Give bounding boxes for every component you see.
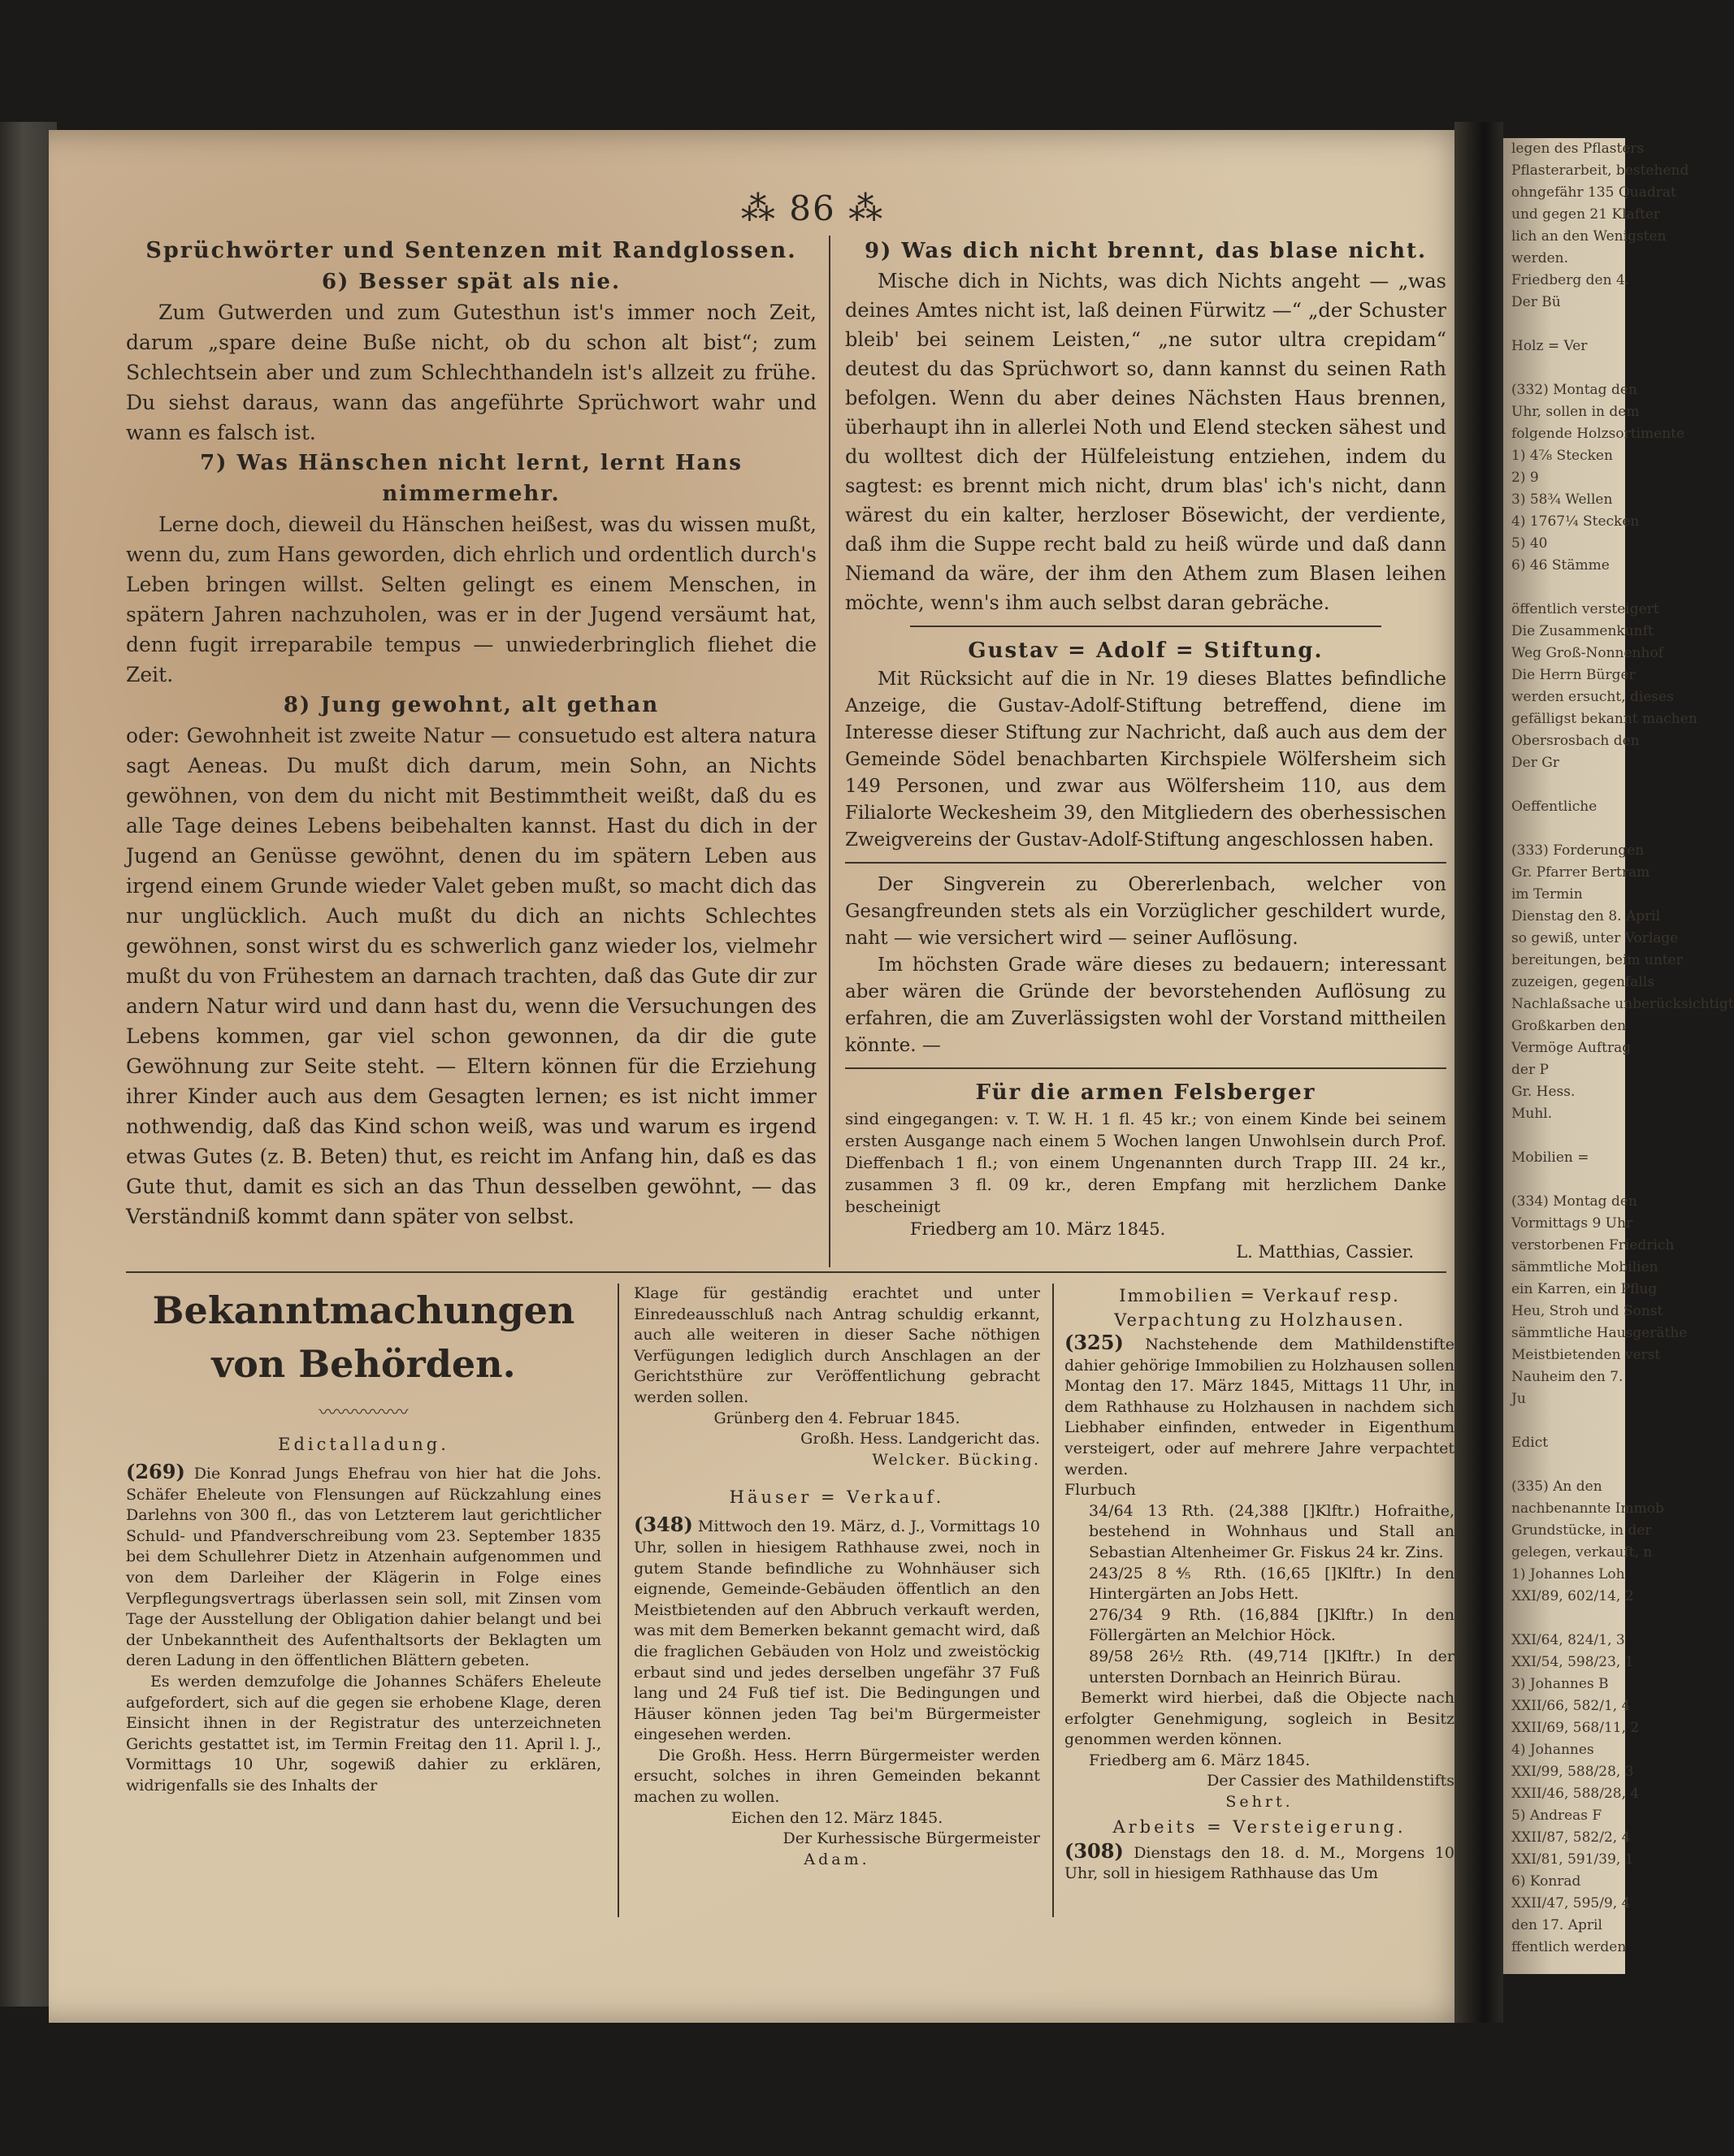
notice-269-signature: Welcker. Bücking.: [872, 1450, 1040, 1469]
strip-line: Friedberg den 4.: [1511, 272, 1630, 288]
strip-line: der P: [1511, 1062, 1549, 1078]
flurbuch-item: 34/64 13 Rth. (24,388 []Klftr.) Hofraithe, bestehend in Wohnhaus und Stall an Sebastian Altenheimer Gr. Fiskus 24 kr. Zins.: [1089, 1501, 1454, 1561]
strip-line: 1) 4⅞ Stecken: [1511, 448, 1613, 464]
proverb-6-heading: 6) Besser spät als nie.: [321, 270, 622, 294]
strip-line: und gegen 21 Klafter: [1511, 206, 1661, 223]
immobilien-heading: Immobilien = Verkauf resp. Verpachtung zu Holzhausen.: [1114, 1286, 1405, 1330]
strip-line: bereitungen, beim unter: [1511, 952, 1683, 968]
strip-line: verstorbenen Friedrich: [1511, 1237, 1675, 1253]
notice-308-number: (308): [1064, 1838, 1124, 1863]
strip-line: Dienstag den 8. April: [1511, 908, 1661, 924]
notice-348-number: (348): [634, 1513, 693, 1537]
column-divider-top: [829, 236, 830, 1267]
singverein-text-2: Im höchsten Grade wäre dieses zu bedauern; interessant aber wären die Gründe der bevorstehenden Auflösung zu erfahren, die am Zuverlässigsten wohl der Vorstand mittheilen könnte. —: [845, 955, 1446, 1056]
strip-line: XXII/47, 595/9, 4: [1511, 1895, 1631, 1911]
strip-line: Edict: [1511, 1435, 1549, 1451]
strip-line: XXI/64, 824/1, 3: [1511, 1632, 1625, 1648]
felsberger-heading: Für die armen Felsberger: [975, 1080, 1316, 1105]
wavy-divider: 〰〰〰〰〰: [319, 1403, 409, 1423]
strip-line: XXI/99, 588/28, 3: [1511, 1764, 1634, 1780]
strip-line: im Termin: [1511, 886, 1583, 903]
notice-325-date: Friedberg am 6. März 1845.: [1089, 1751, 1311, 1769]
strip-line: Weg Groß-Nonnenhof: [1511, 645, 1663, 661]
notice-269-date: Grünberg den 4. Februar 1845.: [713, 1409, 960, 1427]
column-divider-b2: [1052, 1284, 1054, 1917]
strip-line: gefälligst bekannt machen: [1511, 711, 1697, 727]
flurbuch-item: 276/34 9 Rth. (16,884 []Klftr.) In den Föllergärten an Melchior Höck.: [1089, 1605, 1454, 1645]
gustav-adolf-text: Mit Rücksicht auf die in Nr. 19 dieses Blattes befindliche Anzeige, die Gustav-Adolf-Stiftung betreffend, diene im Interesse dieser Stiftung zur Nachricht, daß auch aus dem der Gemeinde Södel benachbarten Kirchspiele Wölfersheim sich 149 Personen, und zwar aus Wölfersheim 110, aus dem Filialorte Weckesheim 39, den Mitgliedern des oberhessischen Zweigvereins der Gustav-Adolf-Stiftung angeschlossen haben.: [845, 669, 1446, 851]
strip-line: gelegen, verkauft, n: [1511, 1544, 1653, 1561]
strip-line: [1511, 1454, 1625, 1476]
strip-line: [1511, 1410, 1625, 1432]
felsberger-place: Friedberg am 10. März 1845.: [910, 1219, 1166, 1239]
strip-line: XXI/81, 591/39, 1: [1511, 1851, 1634, 1868]
notice-325-text: Nachstehende dem Mathildenstifte dahier gehörige Immobilien zu Holzhausen sollen Montag den 17. März 1845, Mittags 11 Uhr, in dem Rathhause zu Holzhausen in nachdem sich Liebhaber einfinden, entweder in Eigenthum versteigert, oder auf mehrere Jahre verpachtet werden.: [1064, 1336, 1454, 1478]
gustav-adolf-heading: Gustav = Adolf = Stiftung.: [968, 639, 1324, 663]
page-number-text: 86: [789, 188, 836, 228]
proverb-7-heading: 7) Was Hänschen nicht lernt, lernt Hans nimmermehr.: [200, 451, 743, 506]
notice-269-text: Die Konrad Jungs Ehefrau von hier hat die Johs. Schäfer Eheleute von Flensungen auf Rückzahlung eines Darlehns von 300 fl., das von Letzterem laut gerichtlicher Schuld- und Pfandverschreibung vom 23. September 1835 bei dem Schullehrer Dietz in Atzenhain aufgenommen und von dem Darleiher der Klägerin in Folge eines Verpflegungsvertrags überlassen sein soll, mit Zinsen vom Tage der Ausstellung der Obligation dahier belangt und bei der Unbekanntheit des Aufenthaltsorts der Beklagten um deren Ladung in den öffentlichen Blättern gebeten.: [126, 1465, 601, 1670]
strip-line: Vermöge Auftrag: [1511, 1040, 1632, 1056]
strip-line: XXII/69, 568/11, 2: [1511, 1720, 1640, 1736]
proverbs-title: Sprüchwörter und Sentenzen mit Randglossen.: [145, 238, 797, 263]
news-column: [845, 236, 1446, 1263]
notice-348-mayor: Der Kurhessische Bürgermeister: [782, 1829, 1040, 1848]
ornament-right: ⁂: [835, 188, 885, 228]
strip-line: Großkarben den: [1511, 1018, 1627, 1034]
strip-line: ohngefähr 135 Quadrat: [1511, 184, 1676, 201]
strip-line: [1511, 774, 1625, 796]
strip-line: (334) Montag den: [1511, 1193, 1637, 1210]
strip-line: Grundstücke, in der: [1511, 1522, 1652, 1539]
strip-line: ffentlich werden: [1511, 1939, 1627, 1955]
strip-line: Ju: [1511, 1391, 1526, 1407]
strip-line: 4) 1767¼ Stecken: [1511, 513, 1640, 530]
announcements-col-2: [634, 1284, 1040, 1870]
notice-269-court: Großh. Hess. Landgericht das.: [800, 1430, 1040, 1448]
announcements-col-1: [126, 1284, 601, 1797]
singverein-text: Der Singverein zu Obererlenbach, welcher von Gesangfreunden stets als ein Vorzüglicher geschildert wurde, naht — wie versichert wird — seiner Auflösung.: [845, 874, 1446, 949]
proverb-9-text: Mische dich in Nichts, was dich Nichts angeht — „was deines Amtes nicht ist, laß deinen Fürwitz —“ „der Schuster bleib' bei seinem Leisten,“ „ne sutor ultra crepidam“ deutest du das Sprüchwort so, dann kannst du seinen Rath befolgen. Wenn du aber deines Nächsten Haus brennen, überhaupt ihn in allerlei Noth und Elend stecken sähest und du wolltest dich der Hülfeleistung entziehen, indem du sagtest: es brennt mich nicht, drum blas' ich's nicht, dann wärest du ein kalter, herzloser Bösewicht, der verdiente, daß ihm die Suppe recht bald zu heiß würde und daß dann Niemand da wäre, der ihm den Athem zum Blasen leihen möchte, wenn's ihm auch selbst daran gebräche.: [845, 270, 1446, 614]
strip-line: 1) Johannes Loh: [1511, 1566, 1625, 1582]
strip-line: Vormittags 9 Uhr: [1511, 1215, 1633, 1232]
proverb-8-heading: 8) Jung gewohnt, alt gethan: [283, 693, 660, 717]
felsberger-text: sind eingegangen: v. T. W. H. 1 fl. 45 kr.; von einem Kinde bei seinem ersten Ausgange nach einem 5 Wochen langen Unwohlsein durch Prof. Dieffenbach 1 fl.; von einem Ungenannten durch Trapp III. 24 kr., zusammen 3 fl. 09 kr., deren Empfang mit herzlichem Danke bescheinigt: [845, 1109, 1446, 1216]
section-divider: [845, 862, 1446, 864]
strip-line: Obersrosbach den: [1511, 733, 1640, 749]
arbeits-versteigerung-heading: Arbeits = Versteigerung.: [1112, 1816, 1407, 1837]
strip-line: (333) Forderungen: [1511, 842, 1645, 859]
felsberger-signature: L. Matthias, Cassier.: [1236, 1242, 1414, 1262]
strip-line: 3) Johannes B: [1511, 1676, 1609, 1692]
strip-line: Die Zusammenkunft: [1511, 623, 1654, 639]
strip-line: nachbenannte Immob: [1511, 1500, 1664, 1517]
strip-line: sämmtliche Hausgeräthe: [1511, 1325, 1688, 1341]
strip-line: 6) 46 Stämme: [1511, 557, 1610, 574]
strip-line: zuzeigen, gegenfalls: [1511, 974, 1654, 990]
flurbuch-item: 89/58 26½ Rth. (49,714 []Klftr.) In der untersten Dornbach an Heinrich Bürau.: [1089, 1647, 1454, 1686]
strip-line: Mobilien =: [1511, 1149, 1589, 1166]
strip-line: Nauheim den 7.: [1511, 1369, 1623, 1385]
strip-line: Gr. Pfarrer Bertram: [1511, 864, 1650, 881]
strip-line: Pflasterarbeit, bestehend: [1511, 162, 1689, 179]
notice-269-text-2: Es werden demzufolge die Johannes Schäfers Eheleute aufgefordert, sich auf die gegen sie erhobene Klage, deren Einsicht ihnen in der Registratur des unterzeichneten Gerichts gestattet ist, im Termin Freitag den 11. April l. J., Vormittags 10 Uhr, sogewiß dahier zu erklären, widrigenfalls sie des Inhalts der: [126, 1672, 601, 1795]
section-divider: [845, 1067, 1446, 1069]
notice-348-date: Eichen den 12. März 1845.: [730, 1808, 943, 1827]
proverb-6-text: Zum Gutwerden und zum Gutesthun ist's immer noch Zeit, darum „spare deine Buße nicht, ob du schon alt bist“; zum Schlechtsein aber und zum Schlechthandeln ist's allzeit zu frühe. Du siehst daraus, wann das angeführte Sprüchwort wahr und wann es falsch ist.: [126, 301, 817, 444]
strip-line: 4) Johannes: [1511, 1742, 1594, 1758]
strip-line: Holz = Ver: [1511, 338, 1588, 354]
strip-line: [1511, 818, 1625, 840]
strip-line: legen des Pflasters: [1511, 141, 1645, 157]
strip-line: 5) Andreas F: [1511, 1807, 1602, 1824]
strip-line: sämmtliche Mobilien: [1511, 1259, 1658, 1275]
strip-line: Der Bü: [1511, 294, 1561, 310]
column-divider-b1: [618, 1284, 619, 1917]
strip-line: (332) Montag den: [1511, 382, 1637, 398]
notice-348-name: Adam.: [804, 1850, 870, 1868]
strip-line: öffentlich versteigert: [1511, 601, 1659, 617]
proverbs-column: [126, 236, 817, 1232]
strip-line: [1511, 577, 1625, 599]
strip-line: so gewiß, unter Vorlage: [1511, 930, 1679, 946]
announcements-col-3: [1064, 1284, 1454, 1885]
announcements-title: Bekanntmachungen von Behörden.: [152, 1288, 575, 1386]
bottom-section-rule: [126, 1271, 1446, 1273]
proverb-9-heading: 9) Was dich nicht brennt, das blase nicht.: [864, 239, 1428, 263]
strip-line: Gr. Hess.: [1511, 1084, 1576, 1100]
notice-325-cassier: Der Cassier des Mathildenstifts: [1207, 1772, 1454, 1790]
notice-325-number: (325): [1064, 1331, 1124, 1354]
strip-line: [1511, 1169, 1625, 1191]
strip-line: den 17. April: [1511, 1917, 1602, 1933]
strip-line: werden ersucht, dieses: [1511, 689, 1674, 705]
strip-line: folgende Holzsortimente: [1511, 426, 1685, 442]
strip-line: 6) Konrad: [1511, 1873, 1581, 1890]
strip-line: [1511, 314, 1625, 336]
proverb-8-text: oder: Gewohnheit ist zweite Natur — consuetudo est altera natura sagt Aeneas. Du mußt dich darum, mein Sohn, an Nichts gewöhnen, von dem du nicht mit Bestimmtheit weißt, daß du es alle Tage deines Lebens beibehalten kannst. Hast du dich in der Jugend an Genüsse gewöhnt, denen du im spätern Leben aus irgend einem Grunde wieder Valet geben mußt, so macht dich das nur unglücklich. Auch mußt du dich an nichts Schlechtes gewöhnen, sonst wirst du es schwerlich ganz wieder los, vielmehr mußt du von Frühestem an darnach trachten, daß das Gute dir zur andern Natur wird und dann hast du, wenn die Versuchungen des Lebens kommen, gar viel schon gewonnen, da dir die gute Gewöhnung zur Seite steht. — Eltern können für die Erziehung ihrer Kinder auch aus dem Gesagten lernen; es ist nicht immer nothwendig, daß das Kind schon weiß, was und warum es irgend etwas Gutes (z. B. Beten) thut, es reicht im Anfang hin, daß es das Gute thut, damit es sich an das Thun desselben gewöhnt, — das Verständniß kommt dann später von selbst.: [126, 724, 817, 1228]
strip-line: Der Gr: [1511, 755, 1559, 771]
flurbuch-item: 243/25 8⅘ Rth. (16,65 []Klftr.) In den Hintergärten an Jobs Hett.: [1089, 1564, 1454, 1604]
strip-line: [1511, 1608, 1625, 1630]
strip-line: 2) 9: [1511, 470, 1539, 486]
notice-308-text: Dienstags den 18. d. M., Morgens 10 Uhr, soll in hiesigem Rathhause das Um: [1064, 1843, 1454, 1883]
book-gutter: [1454, 122, 1503, 2023]
notice-325-name: Sehrt.: [1225, 1793, 1294, 1812]
strip-line: Heu, Stroh und Sonst: [1511, 1303, 1663, 1319]
notice-269-continued: Klage für geständig erachtet und unter Einredeausschluß nach Antrag schuldig erkannt, auch alle weiteren in dieser Sache nöthigen Verfügungen lediglich durch Anschlagen an der Gerichtsthüre zur Veröffentlichung gebracht werden sollen.: [634, 1284, 1040, 1406]
haeuser-verkauf-heading: Häuser = Verkauf.: [729, 1487, 945, 1508]
strip-line: XXI/54, 598/23, 1: [1511, 1654, 1634, 1670]
strip-line: Uhr, sollen in dem: [1511, 404, 1640, 420]
notice-348-text: Mittwoch den 19. März, d. J., Vormittags 10 Uhr, sollen in hiesigem Rathhause zwei, noch in gutem Stande befindliche zu Wohnhäuser sich eignende, Gemeinde-Gebäuden öffentlich an den Meistbietenden auf den Abbruch verkauft werden, was mit dem Bemerken bekannt gemacht wird, daß die fraglichen Gebäuden von Holz und zweistöckig erbaut sind und jedes derselben ungefähr 37 Fuß lang und 24 Fuß tief ist. Die Bedingungen und Häuser können jeden Tag bei'm Bürgermeister eingesehen werden.: [634, 1517, 1040, 1744]
strip-line: Die Herrn Bürger: [1511, 667, 1636, 683]
strip-line: XXII/66, 582/1, 4: [1511, 1698, 1631, 1714]
proverb-7-text: Lerne doch, dieweil du Hänschen heißest, was du wissen mußt, wenn du, zum Hans geworden, dich ehrlich und ordentlich durch's Leben bringen willst. Selten gelingt es einem Menschen, in spätern Jahren nachzuholen, was er in der Jugend versäumt hat, denn fugit irreparabile tempus — unwiederbringlich fliehet die Zeit.: [126, 513, 817, 686]
page-number: [715, 188, 910, 228]
ornament-left: ⁂: [740, 188, 790, 228]
edictalladung-heading: Edictalladung.: [278, 1435, 449, 1454]
notice-325-note: Bemerkt wird hierbei, daß die Objecte nach erfolgter Genehmigung, sogleich in Besitz genommen werden können.: [1064, 1689, 1454, 1749]
strip-line: Oeffentliche: [1511, 799, 1597, 815]
strip-line: XXII/87, 582/2, 4: [1511, 1829, 1631, 1846]
adjacent-page-strip: [1503, 138, 1734, 1974]
notice-269-number: (269): [126, 1460, 185, 1483]
strip-line: 3) 58¾ Wellen: [1511, 491, 1613, 508]
flurbuch-list: [1064, 1501, 1454, 1688]
strip-line: XXII/46, 588/28, 4: [1511, 1786, 1640, 1802]
notice-348-text-2: Die Großh. Hess. Herrn Bürgermeister werden ersucht, solches in ihren Gemeinden bekannt machen zu wollen.: [634, 1746, 1040, 1807]
strip-line: lich an den Wenigsten: [1511, 228, 1667, 245]
strip-line: (335) An den: [1511, 1478, 1602, 1495]
strip-line: ein Karren, ein Pflug: [1511, 1281, 1658, 1297]
section-divider: [910, 626, 1381, 627]
strip-line: [1511, 1125, 1625, 1147]
flurbuch-label: Flurbuch: [1064, 1481, 1136, 1500]
strip-line: Muhl.: [1511, 1106, 1553, 1122]
strip-line: [1511, 357, 1625, 379]
strip-line: 5) 40: [1511, 535, 1548, 552]
strip-line: werden.: [1511, 250, 1569, 266]
strip-line: Nachlaßsache unberücksichtigt: [1511, 996, 1734, 1012]
strip-line: XXI/89, 602/14, 2: [1511, 1588, 1634, 1604]
strip-line: Meistbietenden verst: [1511, 1347, 1661, 1363]
